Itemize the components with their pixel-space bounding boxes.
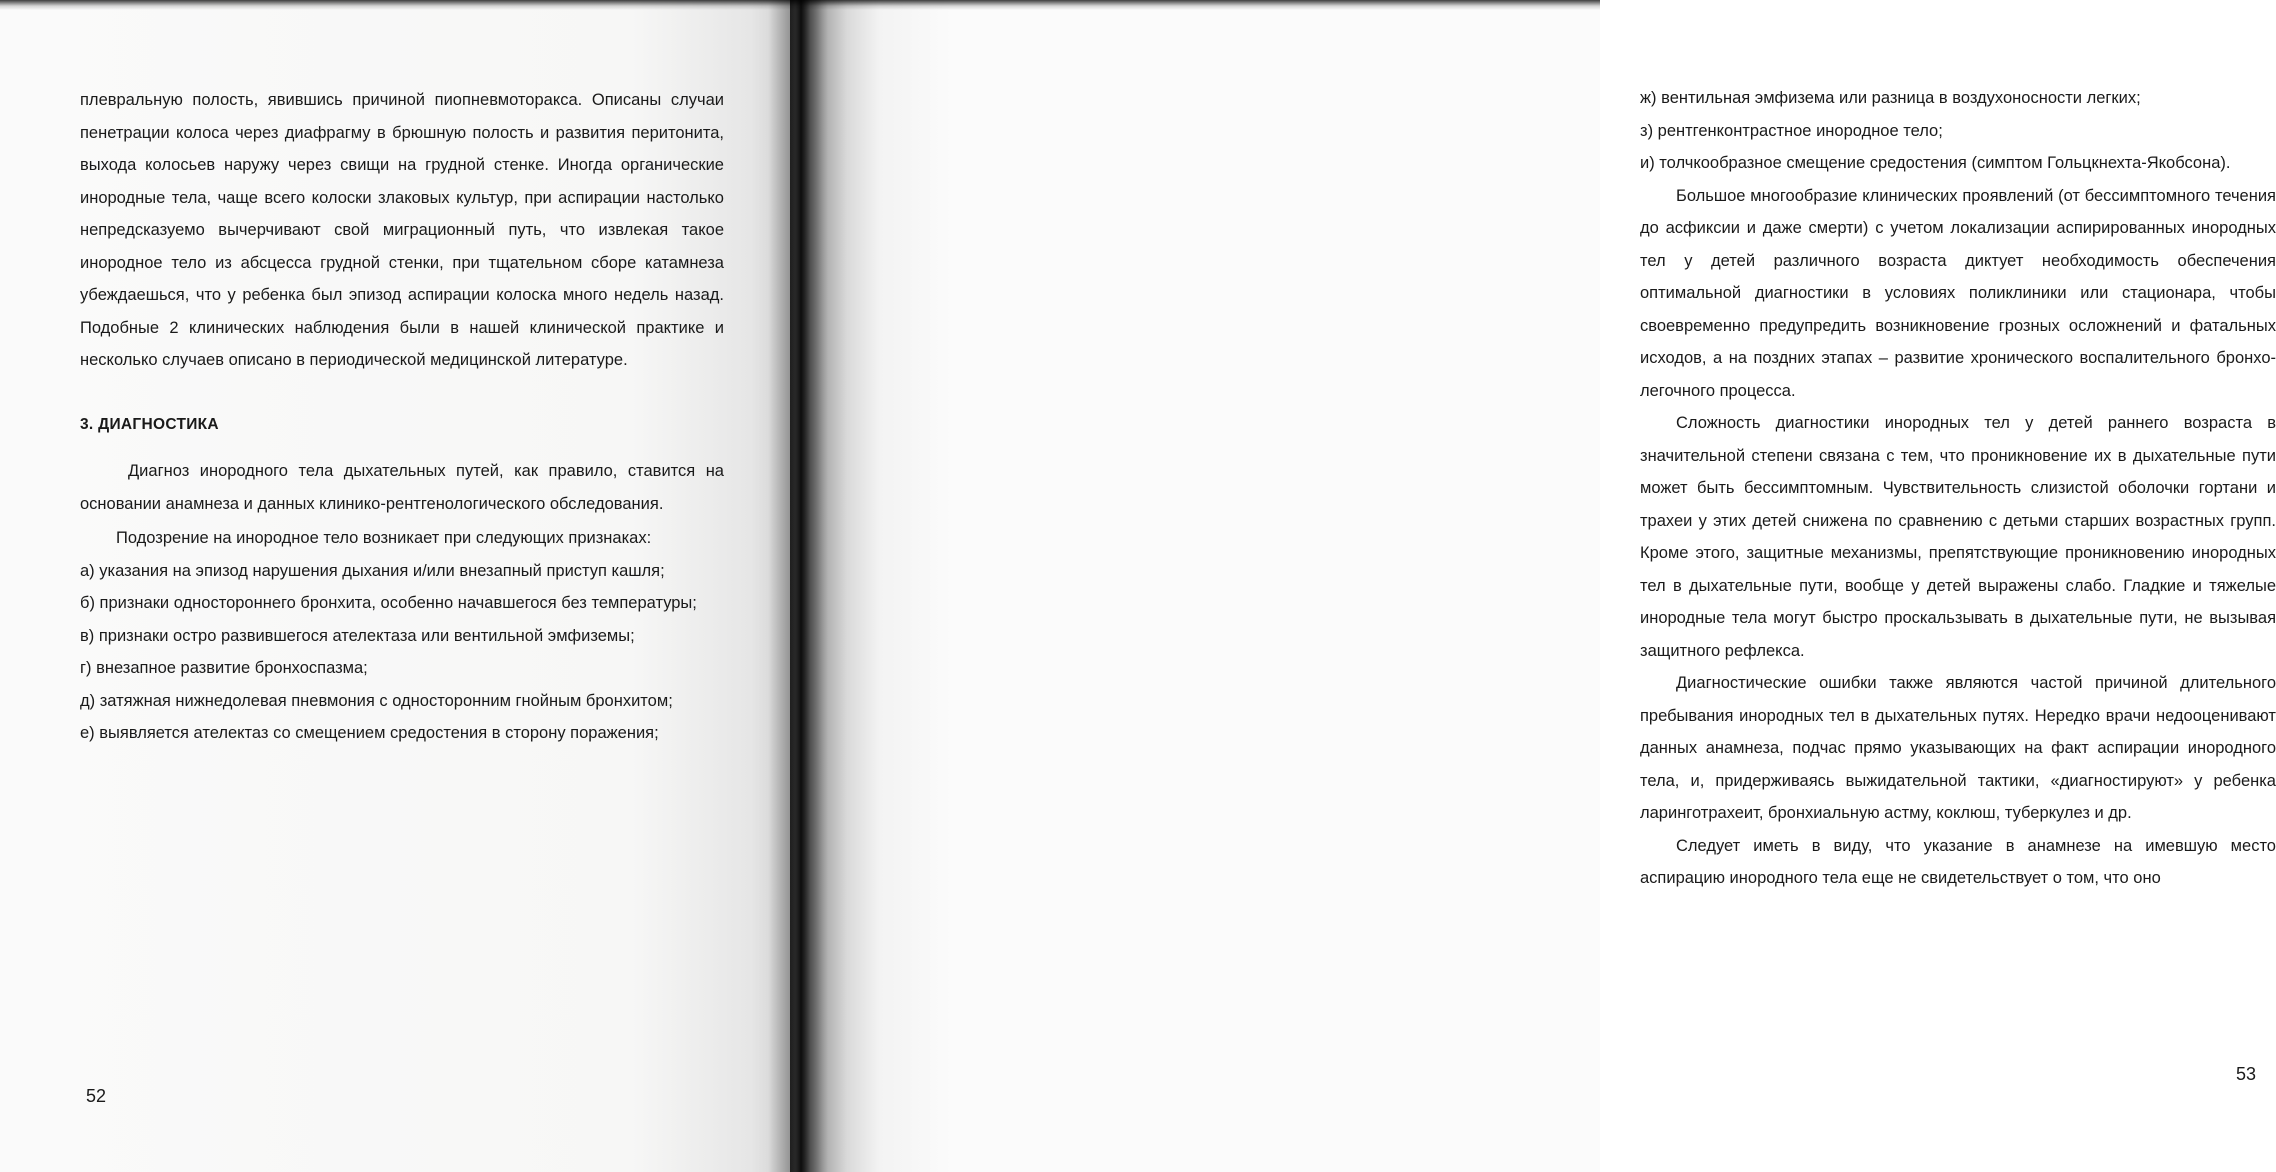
left-page-text — [80, 84, 724, 750]
list-item: б) признаки одностороннего бронхита, особенно начавшегося без температуры; — [80, 594, 697, 612]
list-item: в) признаки остро развившегося ателектаза или вентильной эмфиземы; — [80, 626, 635, 645]
paragraph: Диагностические ошибки также являются частой причиной длительного пребывания инородных тел в дыхательных путях. Нередко врачи недооценивают данных анамнеза, подчас прямо указывающих на факт аспирации инородного тела, и, придерживаясь выжидательной тактики, «диагностируют» у ребенка ларинготрахеит, бронхиальную астму, коклюш, туберкулез и др. — [1640, 674, 2276, 822]
list-item: д) затяжная нижнедолевая пневмония с односторонним гнойным бронхитом; — [80, 691, 673, 710]
book-spine-shadow — [768, 0, 828, 1172]
paragraph: плевральную полость, явившись причиной пиопневмоторакса. Описаны случаи пенетрации колоса через диафрагму в брюшную полость и развития перитонита, выхода колосьев наружу через свищи на грудной стенке. Иногда органические инородные тела, чаще всего колоски злаковых культур, при аспирации настолько непредсказуемо вычерчивают свой миграционный путь, что извлекая такое инородное тело из абсцесса грудной стенки, при тщательном сборе катамнеза убеждаешься, что у ребенка был эпизод аспирации колоска много недель назад. Подобные 2 клинических наблюдения были в нашей клинической практике и несколько случаев описано в периодической медицинской литературе. — [80, 91, 724, 369]
paragraph: Сложность диагностики инородных тел у детей раннего возраста в значительной степени связана с тем, что проникновение их в дыхательные пути может быть бессимптомным. Чувствительность слизистой оболочки гортани и трахеи у этих детей снижена по сравнению с детьми старших возрастных групп. Кроме этого, защитные механизмы, препятствующие проникновению инородных тел в дыхательные пути, вообще у детей выражены слабо. Гладкие и тяжелые инородные тела могут быстро проскальзывать в дыхательные пути, не вызывая защитного рефлекса. — [1640, 414, 2276, 660]
section-heading: 3. ДИАГНОСТИКА — [80, 415, 219, 433]
list-item: а) указания на эпизод нарушения дыхания и/или внезапный приступ кашля; — [80, 561, 665, 580]
list-item: г) внезапное развитие бронхоспазма; — [80, 659, 368, 677]
paragraph: Подозрение на инородное тело возникает при следующих признаках: — [116, 529, 652, 547]
right-page-text — [1640, 82, 2276, 895]
paragraph: Диагноз инородного тела дыхательных путей, как правило, ставится на основании анамнеза и данных клинико-рентгенологического обследования. — [80, 462, 724, 513]
left-page — [0, 0, 790, 1172]
list-item: ж) вентильная эмфизема или разница в воздухоносности легких; — [1640, 89, 2141, 107]
paragraph: Следует иметь в виду, что указание в анамнезе на имевшую место аспирацию инородного тела еще не свидетельствует о том, что оно — [1640, 836, 2276, 887]
top-edge-shadow — [0, 0, 1600, 10]
list-item: и) толчкообразное смещение средостения (симптом Гольцкнехта-Якобсона). — [1640, 154, 2231, 172]
page-number: 53 — [2236, 1064, 2257, 1084]
page-number: 52 — [86, 1086, 107, 1106]
list-item: з) рентгенконтрастное инородное тело; — [1640, 121, 1943, 140]
list-item: е) выявляется ателектаз со смещением средостения в сторону поражения; — [80, 724, 659, 742]
paragraph: Большое многообразие клинических проявлений (от бессимптомного течения до асфиксии и даже смерти) с учетом локализации аспирированных инородных тел у детей различного возраста диктует необходимость обеспечения оптимальной диагностики в условиях поликлиники или стационара, чтобы своевременно предупредить возникновение грозных осложнений и фатальных исходов, а на поздних этапах – развитие хронического воспалительного бронхо-легочного процесса. — [1640, 186, 2276, 400]
right-page — [790, 0, 2276, 1172]
